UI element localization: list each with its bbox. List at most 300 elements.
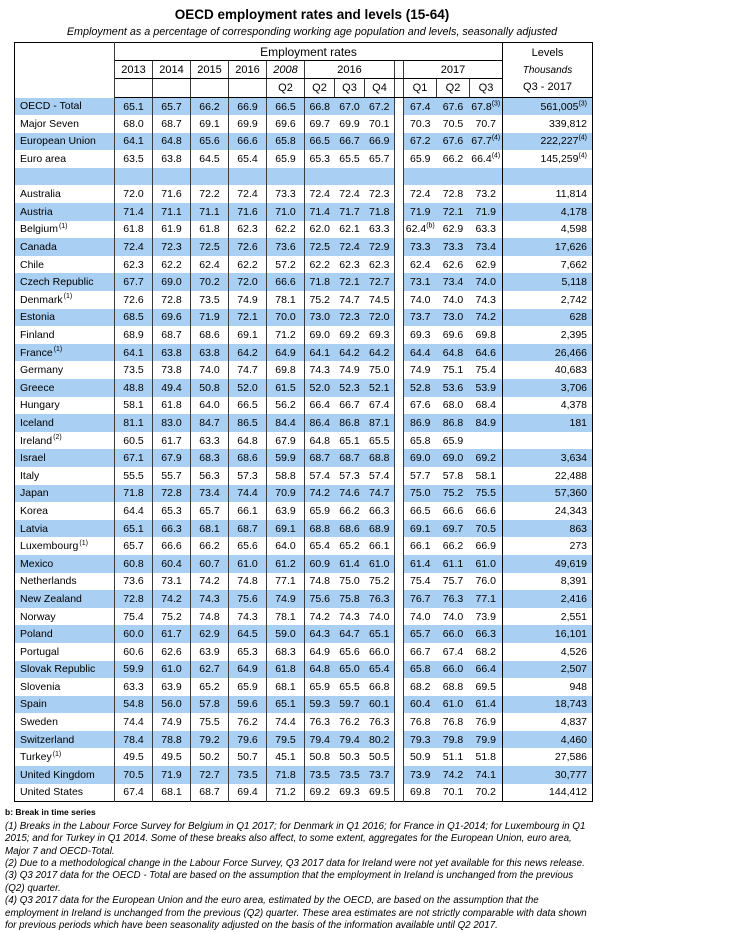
employment-rates-header: Employment rates (115, 43, 503, 61)
rate-cell: 65.6 (339, 645, 360, 658)
rate-cell: 71.1 (191, 203, 229, 221)
rate-cell: 62.4 (410, 258, 431, 271)
levels-cell: 948 (503, 678, 593, 696)
rate-cell: 58.1 (475, 469, 496, 482)
rate-cell: 60.4 (153, 555, 191, 573)
rate-cell: 70.2 (191, 273, 229, 291)
rate-cell: 73.3 (404, 238, 437, 256)
rate-cell: 73.5 (305, 766, 335, 784)
table-row (15, 608, 593, 626)
rate-cell: 72.8 (115, 590, 153, 608)
rate-cell: 64.8 (153, 133, 191, 151)
rate-cell: 75.4 (115, 608, 153, 626)
levels-cell: 339,812 (503, 115, 593, 133)
country-name: Chile (15, 256, 115, 274)
country-name: Euro area (15, 150, 115, 168)
spacer-cell (395, 696, 404, 714)
rate-cell: 86.8 (437, 414, 470, 432)
rate-cell: 75.4 (410, 575, 431, 588)
spacer-cell (395, 608, 404, 626)
rate-cell: 71.7 (335, 203, 365, 221)
rate-cell: 66.6 (229, 133, 267, 151)
footnote-marker: (1) (79, 539, 88, 547)
table-row (15, 309, 593, 327)
rate-cell (153, 168, 191, 186)
rate-cell: 60.9 (305, 555, 335, 573)
table-row (15, 661, 593, 679)
rate-cell: 60.0 (115, 625, 153, 643)
rate-cell: 74.4 (115, 713, 153, 731)
rate-cell: 64.5 (191, 150, 229, 168)
spacer-cell (395, 766, 404, 784)
rate-cell: 64.7 (335, 625, 365, 643)
rate-cell: 65.8 (404, 661, 437, 679)
rate-cell: 65.7 (153, 98, 191, 116)
spacer-header-cell (395, 61, 404, 79)
rate-cell: 68.8 (365, 449, 395, 467)
rate-cell: 69.1 (404, 520, 437, 538)
quarter-header: Q1 (404, 79, 437, 98)
rate-cell (229, 168, 267, 186)
rate-cell: 72.4 (410, 188, 431, 201)
rate-cell: 74.9 (153, 713, 191, 731)
rate-cell: 75.0 (404, 485, 437, 503)
rate-cell: 66.9 (365, 133, 395, 151)
rate-cell: 75.0 (339, 575, 360, 588)
rate-cell: 65.4 (229, 150, 267, 168)
rate-cell: 66.6 (442, 504, 464, 517)
country-name: Czech Republic (15, 273, 115, 291)
rate-cell: 75.5 (470, 485, 503, 503)
rate-cell: 60.4 (404, 696, 437, 714)
table-row (15, 449, 593, 467)
footnote-text: (3) Q3 2017 data for the OECD - Total are based on the assumption that the employment in Ireland is unchanged from the previous (Q2) quarter. (5, 870, 574, 894)
rate-cell: 64.1 (115, 133, 153, 151)
rate-cell: 69.3 (410, 329, 431, 342)
rate-cell: 65.7 (191, 502, 229, 520)
rate-cell: 66.2 (442, 540, 464, 553)
rate-cell: 73.5 (191, 291, 229, 309)
rate-cell: 63.9 (267, 502, 305, 520)
rate-cell: 66.0 (437, 625, 470, 643)
rate-cell: 66.6 (475, 504, 496, 517)
rate-cell: 63.3 (115, 678, 153, 696)
rate-cell: 66.1 (410, 540, 431, 553)
rate-cell: 62.3 (339, 258, 360, 271)
spacer-cell (395, 256, 404, 274)
rate-cell: 66.2 (339, 504, 360, 517)
rate-cell: 65.5 (369, 434, 390, 447)
rate-cell: 51.8 (475, 751, 496, 764)
rate-cell: 70.9 (267, 485, 305, 503)
table-row (15, 326, 593, 344)
rate-cell: 63.3 (369, 223, 390, 236)
rate-cell: 69.0 (437, 449, 470, 467)
levels-cell: 4,526 (503, 643, 593, 661)
country-name: New Zealand (15, 590, 115, 608)
rate-cell: 64.9 (229, 661, 267, 679)
rate-cell: 65.1 (339, 434, 360, 447)
rate-cell: 74.9 (339, 364, 360, 377)
rate-cell: 84.9 (470, 414, 503, 432)
rate-cell: 69.3 (339, 786, 360, 799)
rate-cell: 60.6 (115, 643, 153, 661)
rate-cell: 68.6 (229, 449, 267, 467)
rate-cell: 52.0 (229, 379, 267, 397)
rate-cell: 65.7 (404, 625, 437, 643)
rate-cell: 73.8 (153, 361, 191, 379)
empty-header-cell (115, 79, 153, 98)
rate-cell: 71.6 (229, 203, 267, 221)
rate-cell: 81.1 (115, 414, 153, 432)
levels-cell (503, 432, 593, 450)
spacer-cell (395, 326, 404, 344)
levels-cell: 8,391 (503, 573, 593, 591)
rate-cell: 57.4 (369, 469, 390, 482)
rate-cell: 74.0 (442, 293, 464, 306)
rate-cell: 72.6 (229, 238, 267, 256)
rate-cell: 66.9 (229, 98, 267, 116)
spacer-cell (395, 625, 404, 643)
rate-cell: 87.1 (365, 414, 395, 432)
rate-cell: 76.9 (475, 716, 496, 729)
rate-cell: 66.2 (442, 153, 464, 166)
country-name: Italy (15, 467, 115, 485)
spacer-cell (395, 502, 404, 520)
rate-cell (470, 168, 503, 186)
rate-cell: 74.9 (410, 364, 431, 377)
rate-cell: 72.4 (309, 188, 330, 201)
rate-cell: 74.2 (470, 309, 503, 327)
levels-cell: 4,378 (503, 397, 593, 415)
rate-cell: 69.1 (229, 326, 267, 344)
rate-cell: 66.0 (437, 661, 470, 679)
spacer-cell (395, 397, 404, 415)
table-row (15, 397, 593, 415)
spacer-cell (395, 467, 404, 485)
rate-cell: 69.2 (339, 329, 360, 342)
rate-cell: 65.9 (229, 678, 267, 696)
rate-cell: 49.5 (153, 748, 191, 766)
rate-cell: 84.7 (191, 414, 229, 432)
rate-cell: 67.0 (335, 98, 365, 116)
spacer-cell (395, 449, 404, 467)
rate-cell: 66.2 (191, 537, 229, 555)
rate-cell: 65.8 (410, 434, 431, 447)
rate-cell: 72.0 (365, 309, 395, 327)
rate-cell: 62.2 (309, 258, 330, 271)
rate-cell: 68.6 (335, 520, 365, 538)
rate-cell: 67.7$^{(4)}$ (470, 133, 503, 151)
rate-cell: 63.9 (191, 643, 229, 661)
rate-cell: 66.8 (369, 680, 390, 693)
year-header: 2013 (115, 61, 153, 79)
rate-cell: 69.0 (309, 329, 330, 342)
levels-cell: 30,777 (503, 766, 593, 784)
levels-cell: 16,101 (503, 625, 593, 643)
rate-cell: 79.5 (267, 731, 305, 749)
rate-cell: 74.9 (267, 590, 305, 608)
rate-cell: 68.9 (365, 520, 395, 538)
rate-cell: 63.8 (153, 344, 191, 362)
rate-cell: 74.0 (410, 610, 431, 623)
rate-cell: 68.4 (475, 399, 496, 412)
rate-cell: 67.7 (115, 273, 153, 291)
footnote-marker: (1) (63, 293, 73, 301)
table-row (15, 221, 593, 239)
quarter-header: Q3 (470, 79, 503, 98)
header-row-groups (15, 43, 593, 61)
rate-cell: 67.8$^{(3)}$ (470, 98, 503, 116)
rate-cell: 55.7 (153, 467, 191, 485)
footnote-text: (2) Due to a methodological change in the Labour Force Survey, Q3 2017 data for Ireland were not yet available for this news release. (5, 857, 585, 869)
rate-cell: 72.9 (365, 238, 395, 256)
rate-cell: 56.3 (191, 467, 229, 485)
rate-cell: 73.4 (191, 485, 229, 503)
rate-cell: 66.1 (369, 540, 390, 553)
footnote-marker: (4) (578, 134, 588, 142)
levels-cell: 2,395 (503, 326, 593, 344)
rate-cell: 64.0 (191, 397, 229, 415)
break-note: b: Break in time series (5, 806, 96, 817)
rate-cell: 65.9 (442, 434, 464, 447)
rate-cell: 50.5 (369, 751, 390, 764)
rate-cell: 65.2 (339, 540, 360, 553)
rate-cell: 66.3 (369, 504, 390, 517)
rate-cell: 71.8 (365, 203, 395, 221)
table-row (15, 203, 593, 221)
rate-cell (267, 168, 305, 186)
spacer-cell (395, 291, 404, 309)
rate-cell: 75.6 (305, 590, 335, 608)
rate-cell: 66.7 (410, 645, 431, 658)
rate-cell: 68.0 (115, 115, 153, 133)
table-row (15, 133, 593, 151)
rate-cell: 73.5 (335, 766, 365, 784)
quarter-header: Q3 (335, 79, 365, 98)
rate-cell: 79.6 (229, 731, 267, 749)
rate-cell: 62.9 (475, 258, 496, 271)
rate-cell: 68.7 (335, 449, 365, 467)
country-name: France$^{(1)}$ (15, 344, 115, 362)
rate-cell: 61.7 (153, 625, 191, 643)
rate-cell: 75.2 (153, 608, 191, 626)
rate-cell: 61.0 (365, 555, 395, 573)
rate-cell: 70.0 (267, 309, 305, 327)
rate-cell: 66.3 (153, 520, 191, 538)
rate-cell: 86.4 (305, 414, 335, 432)
rate-cell: 63.5 (115, 150, 153, 168)
rate-cell: 64.3 (305, 625, 335, 643)
rate-cell: 67.4 (442, 645, 464, 658)
rate-cell: 62.2 (229, 256, 267, 274)
rate-cell: 59.0 (267, 625, 305, 643)
rate-cell: 69.4 (229, 784, 267, 802)
rate-cell: 76.2 (339, 716, 360, 729)
rate-cell: 65.2 (191, 678, 229, 696)
rate-cell: 49.5 (115, 748, 153, 766)
rate-cell: 72.3 (369, 188, 390, 201)
country-name: Slovenia (15, 678, 115, 696)
rate-cell: 65.5 (339, 680, 360, 693)
table-row (15, 748, 593, 766)
rate-cell: 71.9 (153, 766, 191, 784)
levels-cell: 561,005$^{(3)}$ (503, 98, 593, 116)
levels-cell: 2,551 (503, 608, 593, 626)
table-row (15, 185, 593, 203)
rate-cell: 72.4 (339, 188, 360, 201)
levels-cell: 4,178 (503, 203, 593, 221)
rate-cell: 67.2 (404, 133, 437, 151)
country-name: Mexico (15, 555, 115, 573)
levels-cell: 24,343 (503, 502, 593, 520)
rate-cell: 61.8 (191, 221, 229, 239)
rate-cell: 67.4 (404, 98, 437, 116)
table-header (15, 43, 593, 98)
rate-cell: 57.2 (267, 256, 305, 274)
rate-cell: 69.1 (191, 115, 229, 133)
spacer-cell (395, 133, 404, 151)
country-name: Korea (15, 502, 115, 520)
rate-cell: 86.8 (335, 414, 365, 432)
rate-cell: 74.2 (437, 766, 470, 784)
rate-cell: 61.8 (153, 397, 191, 415)
rate-cell: 74.3 (229, 608, 267, 626)
rate-cell: 68.1 (153, 784, 191, 802)
rate-cell: 57.8 (191, 696, 229, 714)
levels-cell: 273 (503, 537, 593, 555)
rate-cell (404, 168, 437, 186)
levels-cell: 17,626 (503, 238, 593, 256)
rate-cell: 79.2 (191, 731, 229, 749)
quarter-header: Q4 (365, 79, 395, 98)
rate-cell: 66.4 (309, 399, 330, 412)
rate-cell: 62.1 (339, 223, 360, 236)
rate-cell: 77.1 (267, 573, 305, 591)
country-name: Germany (15, 361, 115, 379)
spacer-cell (395, 537, 404, 555)
table-row (15, 766, 593, 784)
table-row (15, 731, 593, 749)
spacer-row (15, 168, 593, 186)
rate-cell: 66.4$^{(4)}$ (471, 152, 501, 166)
quarter-header: Q2 (267, 79, 305, 98)
rate-cell: 64.9 (267, 344, 305, 362)
spacer-cell (395, 98, 404, 116)
rate-cell: 72.5 (305, 238, 335, 256)
rate-cell: 71.8 (115, 485, 153, 503)
rate-cell: 69.9 (229, 115, 267, 133)
rate-cell: 62.0 (309, 223, 330, 236)
rate-cell: 61.8 (115, 221, 153, 239)
rate-cell: 72.4 (115, 238, 153, 256)
footnote-marker: (1) (53, 346, 63, 354)
spacer-cell (395, 414, 404, 432)
rate-cell: 73.6 (267, 238, 305, 256)
rate-cell: 74.4 (229, 485, 267, 503)
rate-cell (437, 168, 470, 186)
rate-cell: 64.1 (115, 344, 153, 362)
footnote-marker: (3) (491, 100, 501, 108)
rate-cell: 71.9 (191, 309, 229, 327)
rate-cell: 70.5 (442, 117, 464, 130)
rate-cell: 64.6 (470, 344, 503, 362)
rate-cell: 74.3 (309, 364, 330, 377)
rate-cell: 74.4 (267, 713, 305, 731)
levels-cell: 27,586 (503, 748, 593, 766)
country-name: United Kingdom (15, 766, 115, 784)
rate-cell: 76.3 (309, 716, 330, 729)
rate-cell: 49.4 (153, 379, 191, 397)
rate-cell: 60.5 (115, 432, 153, 450)
table-row (15, 643, 593, 661)
rate-cell: 50.2 (191, 748, 229, 766)
rate-cell: 72.2 (191, 185, 229, 203)
country-name: Slovak Republic (15, 661, 115, 679)
rate-cell: 61.4 (335, 555, 365, 573)
table-row (15, 291, 593, 309)
rate-cell: 74.0 (470, 273, 503, 291)
rate-cell: 74.7 (339, 293, 360, 306)
spacer-cell (395, 520, 404, 538)
rate-cell: 73.5 (229, 766, 267, 784)
footnote-marker: (2) (53, 434, 62, 442)
rate-cell: 62.9 (442, 223, 464, 236)
rate-cell: 63.9 (153, 678, 191, 696)
rate-cell: 78.1 (267, 608, 305, 626)
rate-cell: 66.4 (470, 661, 503, 679)
rate-cell: 72.8 (153, 291, 191, 309)
rate-cell: 70.5 (115, 766, 153, 784)
rate-cell: 75.8 (335, 590, 365, 608)
rate-cell: 65.1 (115, 520, 153, 538)
levels-cell: 11,814 (503, 185, 593, 203)
rate-cell: 69.0 (153, 273, 191, 291)
rate-cell: 66.3 (470, 625, 503, 643)
levels-cell: 144,412 (503, 784, 593, 802)
rate-cell: 74.5 (369, 293, 390, 306)
levels-cell: 4,837 (503, 713, 593, 731)
country-header-cell (15, 43, 115, 98)
rate-cell: 73.7 (365, 766, 395, 784)
rate-cell: 75.7 (442, 575, 464, 588)
rate-cell: 52.1 (365, 379, 395, 397)
country-name: Estonia (15, 309, 115, 327)
footnote-marker: (4) (491, 152, 501, 160)
rate-cell: 74.6 (335, 485, 365, 503)
rate-cell: 59.9 (115, 661, 153, 679)
group-2017-header: 2017 (404, 61, 503, 79)
rate-cell: 63.8 (153, 150, 191, 168)
rate-cell: 68.2 (410, 680, 431, 693)
table-row (15, 520, 593, 538)
rate-cell: 52.0 (305, 379, 335, 397)
rate-cell: 68.5 (115, 309, 153, 327)
empty-header-cell (153, 79, 191, 98)
levels-cell: 40,683 (503, 361, 593, 379)
rate-cell: 75.1 (442, 364, 464, 377)
rate-cell: 72.0 (229, 273, 267, 291)
country-name: Austria (15, 203, 115, 221)
employment-table (14, 42, 593, 802)
rate-cell: 54.8 (115, 696, 153, 714)
rate-cell: 65.4 (365, 661, 395, 679)
rate-cell: 66.9 (475, 540, 496, 553)
rate-cell: 65.6 (191, 133, 229, 151)
rate-cell: 73.7 (404, 309, 437, 327)
rate-cell: 86.5 (229, 414, 267, 432)
rate-cell: 75.2 (369, 575, 390, 588)
